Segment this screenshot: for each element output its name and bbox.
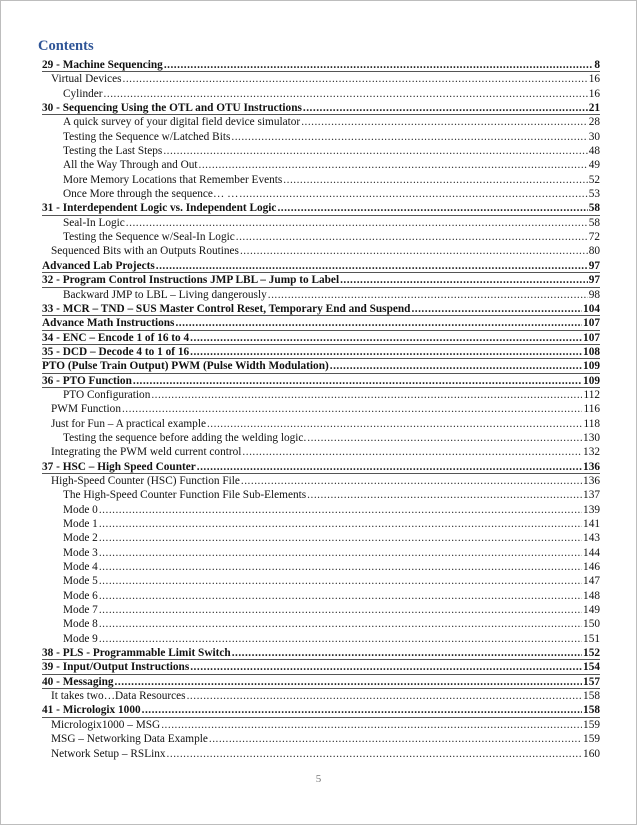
dot-leader [161,718,582,732]
toc-entry[interactable] [42,331,600,345]
dot-leader [122,402,582,416]
toc-entry-title: PTO (Pulse Train Output) PWM (Pulse Width Modulation) [42,360,329,373]
toc-entry[interactable] [51,417,600,431]
toc-entry-page: 109 [583,360,600,373]
toc-entry[interactable] [63,546,600,560]
toc-entry-page: 158 [583,704,600,717]
toc-entry[interactable] [42,201,600,215]
toc-entry-title: 31 - Interdependent Logic vs. Independent Logic [42,202,277,215]
toc-entry-title: Testing the Last Steps [63,145,163,158]
toc-entry-page: 21 [588,102,600,115]
dot-leader [207,417,582,431]
toc-entry-title: All the Way Through and Out [63,159,198,172]
toc-entry-page: 58 [588,202,600,215]
toc-entry-title: Mode 0 [63,503,98,516]
toc-entry-page: 16 [588,73,600,86]
dot-leader [190,660,582,674]
toc-entry[interactable] [42,359,600,373]
dot-leader [99,603,582,617]
toc-entry-title: Once More through the sequence… … [63,188,239,201]
toc-entry[interactable] [51,474,600,488]
toc-entry-title: Mode 7 [63,604,98,617]
toc-entry-page: 146 [583,561,600,574]
toc-entry-page: 108 [583,345,600,358]
toc-entry-page: 148 [583,589,600,602]
toc-entry-title: 37 - HSC – High Speed Counter [42,460,196,473]
dot-leader [156,259,588,273]
dot-leader [240,244,588,258]
toc-entry-page: 152 [583,647,600,660]
toc-entry-page: 112 [583,388,600,401]
toc-entry-title: Mode 6 [63,589,98,602]
toc-entry[interactable] [63,503,600,517]
contents-heading: Contents [38,38,94,54]
toc-entry[interactable] [63,130,600,144]
toc-entry[interactable] [42,273,600,287]
toc-entry-title: 40 - Messaging [42,675,114,688]
toc-entry[interactable] [42,101,600,115]
toc-entry[interactable] [63,388,600,402]
dot-leader [231,130,587,144]
toc-entry-title: Mode 5 [63,575,98,588]
toc-entry-title: Integrating the PWM weld current control [51,446,242,459]
toc-entry[interactable] [51,72,600,86]
toc-entry-title: MSG – Networking Data Example [51,733,208,746]
toc-entry-page: 53 [588,188,600,201]
toc-entry-page: 58 [588,216,600,229]
toc-entry-page: 80 [588,245,600,258]
toc-entry-page: 137 [583,489,600,502]
toc-entry[interactable] [63,531,600,545]
dot-leader [330,359,582,373]
toc-entry-title: PWM Function [51,403,121,416]
dot-leader [187,689,582,703]
toc-entry[interactable] [63,288,600,302]
dot-leader [239,187,587,201]
dot-leader [123,72,588,86]
toc-entry-page: 118 [583,417,600,430]
dot-leader [104,87,588,101]
toc-entry-page: 136 [583,460,600,473]
toc-entry[interactable] [51,718,600,732]
toc-entry-page: 139 [583,503,600,516]
dot-leader [164,58,594,72]
toc-entry-title: PTO Configuration [63,388,151,401]
toc-entry-page: 116 [583,403,600,416]
dot-leader [277,201,587,215]
toc-entry-title: Seal-In Logic [63,216,125,229]
toc-entry[interactable] [42,703,600,717]
toc-entry-title: More Memory Locations that Remember Events [63,173,283,186]
toc-entry-title: 36 - PTO Function [42,374,132,387]
toc-entry-page: 154 [583,661,600,674]
dot-leader [126,216,588,230]
toc-entry-title: Advanced Lab Projects [42,259,155,272]
toc-entry[interactable] [63,632,600,646]
toc-entry-title: 35 - DCD – Decode 4 to 1 of 16 [42,345,190,358]
dot-leader [167,747,583,761]
toc-entry[interactable] [42,58,600,72]
toc-entry-title: High-Speed Counter (HSC) Function File [51,474,240,487]
toc-entry-page: 143 [583,532,600,545]
toc-entry-title: Mode 4 [63,561,98,574]
toc-entry-title: Testing the Sequence w/Latched Bits [63,130,231,143]
toc-entry-title: 30 - Sequencing Using the OTL and OTU Instructions [42,102,302,115]
page-number: 5 [315,773,322,785]
dot-leader [99,531,582,545]
toc-entry-title: Network Setup – RSLinx [51,747,166,760]
toc-entry-page: 48 [588,145,600,158]
toc-entry-page: 157 [583,675,600,688]
toc-entry-title: Mode 3 [63,546,98,559]
toc-entry[interactable] [51,747,600,761]
toc-entry[interactable] [63,617,600,631]
dot-leader [190,331,582,345]
dot-leader [175,316,582,330]
toc-entry-title: Sequenced Bits with an Outputs Routines [51,245,239,258]
dot-leader [199,158,588,172]
toc-entry[interactable] [51,402,600,416]
toc-entry-title: It takes two…Data Resources [51,690,186,703]
toc-entry-page: 109 [583,374,600,387]
toc-entry-page: 151 [583,632,600,645]
dot-leader [99,574,582,588]
dot-leader [268,288,588,302]
dot-leader [411,302,582,316]
toc-entry-page: 107 [583,317,600,330]
toc-entry-title: Testing the sequence before adding the welding logic. [63,431,307,444]
dot-leader [190,345,582,359]
toc-entry-page: 147 [583,575,600,588]
dot-leader [99,503,582,517]
toc-entry-page: 158 [583,690,600,703]
toc-entry[interactable] [42,345,600,359]
dot-leader [99,632,582,646]
toc-entry-title: 33 - MCR – TND – SUS Master Control Reset, Temporary End and Suspend [42,302,411,315]
toc-entry[interactable] [51,244,600,258]
toc-entry-page: 104 [583,302,600,315]
dot-leader [283,173,587,187]
dot-leader [209,732,582,746]
toc-entry-title: 32 - Program Control Instructions JMP LBL – Jump to Label [42,274,340,287]
toc-entry-title: The High-Speed Counter Function File Sub-Elements [63,489,307,502]
dot-leader [151,388,582,402]
dot-leader [99,617,582,631]
toc-entry[interactable] [63,488,600,502]
toc-entry[interactable] [63,517,600,531]
dot-leader [236,230,588,244]
dot-leader [99,546,582,560]
toc-entry-title: A quick survey of your digital field device simulator [63,116,301,129]
toc-entry-title: Just for Fun – A practical example [51,417,206,430]
toc-entry[interactable] [42,316,600,330]
dot-leader [241,474,582,488]
toc-entry-title: Mode 2 [63,532,98,545]
toc-entry-page: 150 [583,618,600,631]
toc-entry[interactable] [42,259,600,273]
toc-entry[interactable] [63,173,600,187]
toc-entry[interactable] [63,216,600,230]
toc-entry-title: 38 - PLS - Programmable Limit Switch [42,647,231,660]
dot-leader [301,115,588,129]
toc-entry-title: 39 - Input/Output Instructions [42,661,190,674]
toc-entry-title: Micrologix1000 – MSG [51,718,161,731]
toc-entry-page: 107 [583,331,600,344]
toc-entry-title: 34 - ENC – Encode 1 of 16 to 4 [42,331,190,344]
toc-entry-page: 136 [583,474,600,487]
dot-leader [307,488,582,502]
toc-entry-page: 30 [588,130,600,143]
toc-entry-page: 16 [588,87,600,100]
toc-entry[interactable] [63,574,600,588]
toc-entry-page: 8 [594,59,600,71]
toc-entry-title: Virtual Devices [51,73,122,86]
toc-entry[interactable] [42,460,600,474]
dot-leader [99,589,582,603]
toc-entry[interactable] [63,144,600,158]
toc-entry[interactable] [51,689,600,703]
toc-entry-page: 141 [583,518,600,530]
dot-leader [142,703,582,717]
toc-entry[interactable] [63,560,600,574]
toc-entry-title: Mode 9 [63,632,98,645]
dot-leader [242,445,582,459]
toc-entry[interactable] [63,87,600,101]
toc-entry-page: 72 [588,231,600,244]
toc-entry[interactable] [63,115,600,129]
dot-leader [99,517,582,531]
toc-entry-page: 130 [583,431,600,444]
toc-entry-page: 160 [583,747,600,760]
toc-entry-page: 97 [588,259,600,272]
dot-leader [163,144,587,158]
toc-entry-page: 52 [588,173,600,186]
dot-leader [307,431,582,445]
toc-entry[interactable] [63,589,600,603]
toc-entry-title: Mode 1 [63,518,98,530]
dot-leader [115,675,583,689]
toc-entry[interactable] [42,374,600,388]
toc-entry[interactable] [51,445,600,459]
toc-entry[interactable] [63,187,600,201]
toc-entry[interactable] [42,302,600,316]
toc-entry-page: 132 [583,446,600,459]
toc-entry-page: 159 [583,718,600,731]
toc-entry[interactable] [51,732,600,746]
toc-entry[interactable] [42,675,600,689]
toc-entry-page: 159 [583,733,600,746]
dot-leader [340,273,588,287]
toc-entry-page: 144 [583,546,600,559]
toc-entry-title: Advance Math Instructions [42,317,175,330]
toc-entry-page: 49 [588,159,600,172]
dot-leader [232,646,582,660]
table-of-contents [0,58,637,761]
toc-entry-title: Cylinder [63,87,103,100]
toc-entry-page: 149 [583,604,600,617]
toc-entry-page: 98 [588,288,600,301]
toc-entry-title: Testing the Sequence w/Seal-In Logic [63,231,235,244]
toc-entry[interactable] [63,230,600,244]
toc-entry-title: Mode 8 [63,618,98,631]
toc-entry-title: Backward JMP to LBL – Living dangerously [63,288,267,301]
toc-entry[interactable] [42,646,600,660]
toc-entry[interactable] [63,603,600,617]
dot-leader [133,374,582,388]
toc-entry-title: 29 - Machine Sequencing [42,59,163,71]
toc-entry[interactable] [42,660,600,674]
toc-entry-title: 41 - Micrologix 1000 [42,704,141,717]
toc-entry-page: 97 [588,274,600,287]
dot-leader [197,460,582,474]
dot-leader [303,101,588,115]
toc-entry-page: 28 [588,116,600,129]
toc-entry[interactable] [63,431,600,445]
toc-entry[interactable] [63,158,600,172]
dot-leader [99,560,582,574]
